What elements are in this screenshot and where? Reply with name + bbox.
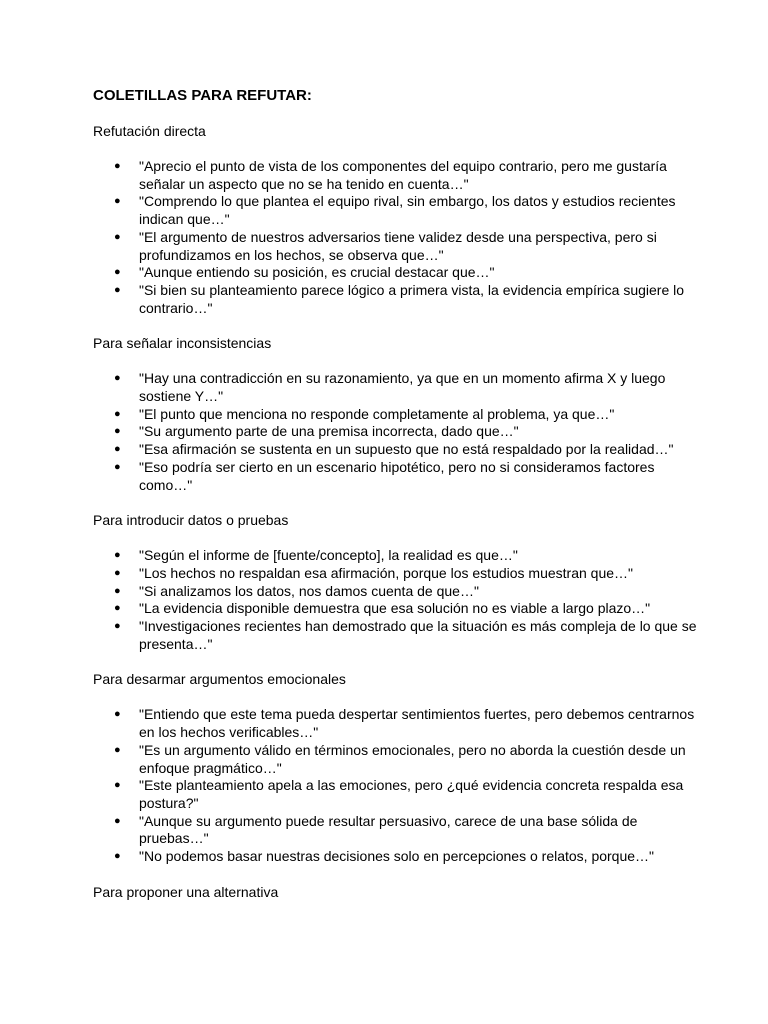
list-item-text: "Su argumento parte de una premisa incorrecta, dado que…"	[139, 423, 519, 440]
list-item-text: "Entiendo que este tema pueda despertar sentimientos fuertes, pero debemos centrarnos en los hechos verificables…"	[139, 706, 695, 741]
list-item-text: "Hay una contradicción en su razonamiento, ya que en un momento afirma X y luego sostiene Y…"	[139, 370, 666, 405]
list-item-text: "Comprendo lo que plantea el equipo rival, sin embargo, los datos y estudios recientes indican que…"	[139, 193, 676, 228]
list-item-text: "La evidencia disponible demuestra que esa solución no es viable a largo plazo…"	[139, 600, 651, 617]
list-item	[93, 264, 708, 282]
bullet-icon: ●	[114, 549, 121, 562]
section-heading-inconsistencias: Para señalar inconsistencias	[93, 335, 272, 352]
list-item-text: "Los hechos no respaldan esa afirmación, porque los estudios muestran que…"	[139, 564, 634, 581]
bullet-icon: ●	[114, 708, 121, 721]
list-item	[93, 193, 708, 228]
list-item	[93, 777, 708, 812]
bullet-icon: ●	[114, 372, 121, 385]
bullet-icon: ●	[114, 195, 121, 208]
list-item-text: "Si analizamos los datos, nos damos cuenta de que…"	[139, 582, 479, 599]
list-item	[93, 441, 708, 459]
section-heading-alternativa: Para proponer una alternativa	[93, 883, 279, 900]
bullet-icon: ●	[114, 743, 121, 756]
list-item	[93, 423, 708, 441]
bullet-list-refutacion-directa	[93, 158, 708, 317]
list-item	[93, 229, 708, 264]
list-item	[93, 618, 708, 653]
bullet-icon: ●	[114, 266, 121, 279]
bullet-list-argumentos-emocionales	[93, 706, 708, 865]
list-item	[93, 583, 708, 601]
bullet-list-inconsistencias	[93, 370, 708, 494]
list-item	[93, 742, 708, 777]
section-heading-argumentos-emocionales: Para desarmar argumentos emocionales	[93, 671, 346, 688]
list-item	[93, 848, 708, 866]
section-heading-datos-pruebas: Para introducir datos o pruebas	[93, 512, 289, 529]
list-item-text: "Esa afirmación se sustenta en un supuesto que no está respaldado por la realidad…"	[139, 441, 674, 458]
list-item-text: "Aunque su argumento puede resultar persuasivo, carece de una base sólida de pruebas…"	[139, 812, 638, 847]
list-item	[93, 406, 708, 424]
list-item	[93, 706, 708, 741]
list-item	[93, 565, 708, 583]
list-item-text: "Es un argumento válido en términos emocionales, pero no aborda la cuestión desde un enfoque pragmático…"	[139, 741, 686, 776]
bullet-icon: ●	[114, 443, 121, 456]
list-item-text: "El punto que menciona no responde completamente al problema, ya que…"	[139, 405, 615, 422]
list-item-text: "Este planteamiento apela a las emociones, pero ¿qué evidencia concreta respalda esa postura?"	[139, 777, 684, 811]
list-item-text: "El argumento de nuestros adversarios tiene validez desde una perspectiva, pero si profundizamos en los hechos, se observa que…"	[139, 228, 657, 263]
list-item-text: "Si bien su planteamiento parece lógico a primera vista, la evidencia empírica sugiere lo contrario…"	[139, 281, 685, 316]
bullet-icon: ●	[114, 283, 121, 296]
list-item-text: "Investigaciones recientes han demostrado que la situación es más compleja de lo que se presenta…"	[139, 618, 697, 652]
list-item-text: "Aprecio el punto de vista de los componentes del equipo contrario, pero me gustaría señalar un aspecto que no se ha tenido en cuenta…"	[139, 158, 667, 192]
list-item	[93, 459, 708, 494]
bullet-icon: ●	[114, 407, 121, 420]
bullet-icon: ●	[114, 460, 121, 473]
list-item	[93, 158, 708, 193]
bullet-icon: ●	[114, 779, 121, 792]
bullet-icon: ●	[114, 584, 121, 597]
list-item-text: "Eso podría ser cierto en un escenario hipotético, pero no si consideramos factores como…"	[139, 458, 655, 493]
section-heading-refutacion-directa: Refutación directa	[93, 123, 206, 139]
bullet-icon: ●	[114, 814, 121, 827]
document-title: COLETILLAS PARA REFUTAR:	[93, 87, 312, 104]
bullet-icon: ●	[114, 425, 121, 438]
list-item	[93, 282, 708, 317]
list-item-text: "Según el informe de [fuente/concepto], la realidad es que…"	[139, 547, 518, 564]
list-item	[93, 813, 708, 848]
list-item	[93, 370, 708, 405]
list-item	[93, 547, 708, 565]
bullet-icon: ●	[114, 230, 121, 243]
bullet-icon: ●	[114, 602, 121, 615]
bullet-icon: ●	[114, 620, 121, 633]
bullet-icon: ●	[114, 850, 121, 863]
list-item-text: "Aunque entiendo su posición, es crucial destacar que…"	[139, 264, 495, 281]
bullet-list-datos-pruebas	[93, 547, 708, 653]
list-item-text: "No podemos basar nuestras decisiones solo en percepciones o relatos, porque…"	[139, 848, 655, 865]
bullet-icon: ●	[114, 566, 121, 579]
list-item	[93, 600, 708, 618]
bullet-icon: ●	[114, 160, 121, 172]
